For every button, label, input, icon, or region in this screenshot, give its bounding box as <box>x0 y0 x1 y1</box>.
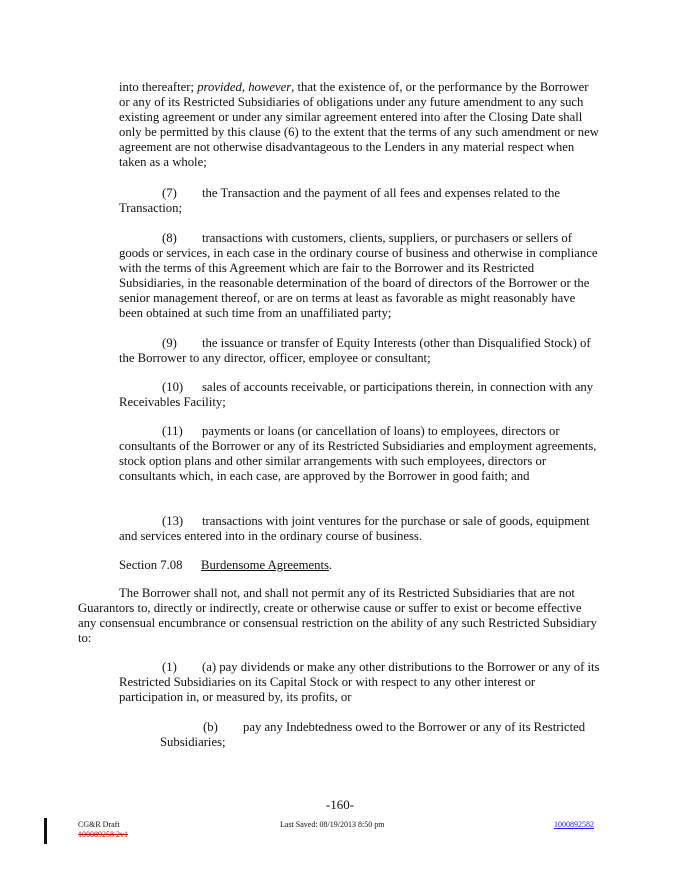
clause-text: the Transaction and the payment of all fees and expenses related to the Transaction; <box>119 186 560 215</box>
paragraph-continuation <box>119 80 602 170</box>
footer-draft-label: CG&R Draft <box>78 820 120 829</box>
footer-struck-docid: 100089258 2v1 <box>78 830 128 839</box>
clause-text: (a) pay dividends or make any other distributions to the Borrower or any of its Restricted Subsidiaries on its Capital Stock or with respect to any other interest or participation in, or measured by, its profits, or <box>119 660 600 704</box>
footer-left <box>78 820 128 840</box>
text-run: , <box>241 80 249 94</box>
section-title: Burdensome Agreements <box>201 558 329 572</box>
clause-text: pay any Indebtedness owed to the Borrower or any of its Restricted Subsidiaries; <box>160 720 586 749</box>
clause-number: (10) <box>162 380 184 394</box>
clause-number: (9) <box>162 336 177 350</box>
text-run: into thereafter; <box>119 80 198 94</box>
clause-13 <box>119 514 602 544</box>
clause-8 <box>119 231 602 321</box>
clause-text: transactions with joint ventures for the purchase or sale of goods, equipment and services entered into in the ordinary course of business. <box>119 514 590 543</box>
clause-1 <box>119 660 602 705</box>
clause-10 <box>119 380 602 410</box>
footer-doc-link[interactable]: 1000892582 <box>554 820 594 829</box>
change-bar <box>44 818 47 844</box>
section-intro <box>78 586 602 646</box>
italic-provided: provided <box>197 80 242 94</box>
clause-number: (b) <box>203 720 218 734</box>
page-number: -160- <box>325 797 355 812</box>
clause-7 <box>119 186 602 216</box>
clause-number: (8) <box>162 231 177 245</box>
clause-number: (11) <box>162 424 183 438</box>
clause-text: transactions with customers, clients, suppliers, or purchasers or sellers of goods or services, in each case in the ordinary course of business and otherwise in compliance with the terms of this Agreement which are fair to the Borrower and its Restricted Subsidiaries, in the reasonable determination of the board of directors of the Borrower or the senior management thereof, or are on terms at least as favorable as might reasonably have been obtained at such time from an unaffiliated party; <box>119 231 598 320</box>
italic-however: however <box>248 80 292 94</box>
section-heading <box>119 558 332 573</box>
section-period: . <box>328 558 333 572</box>
clause-11 <box>119 424 602 484</box>
clause-number: (1) <box>162 660 177 674</box>
clause-number: (13) <box>162 514 184 528</box>
clause-9 <box>119 336 602 366</box>
clause-text: sales of accounts receivable, or participations therein, in connection with any Receivables Facility; <box>119 380 594 409</box>
text-run: , that the existence of, or the performance by the Borrower or any of its Restricted Subsidiaries of obligations under any future amendment to any such existing agreement or under any similar agreement entered into after the Closing Date shall only be permitted by this clause (6) to the extent that the terms of any such amendment or new agreement are not otherwise disadvantageous to the Lenders in any material respect when taken as a whole; <box>119 80 599 169</box>
section-number: Section 7.08 <box>119 558 183 572</box>
intro-text: The Borrower shall not, and shall not permit any of its Restricted Subsidiaries that are not Guarantors to, directly or indirectly, create or otherwise cause or suffer to exist or become effective any consensual encumbrance or consensual restriction on the ability of any such Restricted Subsidiary to: <box>78 586 597 645</box>
clause-text: the issuance or transfer of Equity Interests (other than Disqualified Stock) of the Borrower to any director, officer, employee or consultant; <box>119 336 591 365</box>
clause-1b <box>160 720 602 750</box>
footer-last-saved: Last Saved: 08/19/2013 8:50 pm <box>280 820 385 829</box>
clause-text: payments or loans (or cancellation of loans) to employees, directors or consultants of the Borrower or any of its Restricted Subsidiaries and employment agreements, stock option plans and other similar arrangements with such employees, directors or consultants which, in each case, are approved by the Borrower in good faith; and <box>119 424 597 483</box>
clause-number: (7) <box>162 186 177 200</box>
